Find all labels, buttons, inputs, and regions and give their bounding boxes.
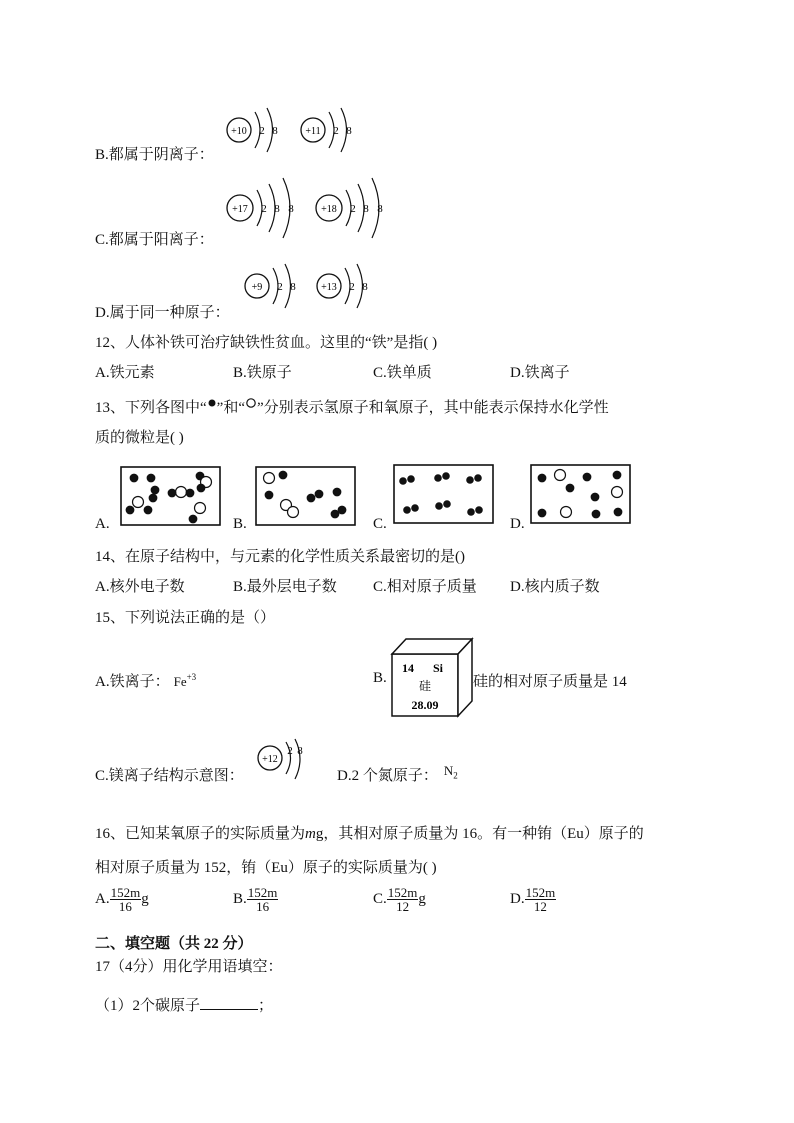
q16-stem-line2: 相对原子质量为 152，铕（Eu）原子的实际质量为( ) — [95, 860, 437, 876]
q15-option-c-label: C.镁离子结构示意图： — [95, 768, 244, 784]
oxygen-atom-icon — [245, 398, 257, 410]
svg-text:8: 8 — [346, 125, 352, 137]
fraction: $\frac{152m}{16}$ — [247, 885, 278, 914]
svg-text:2: 2 — [259, 125, 265, 137]
q11-option-d-diagram — [243, 260, 383, 312]
q13-option-d-label: D. — [510, 516, 525, 532]
svg-text:2: 2 — [349, 281, 355, 293]
q12-stem: 12、人体补铁可治疗缺铁性贫血。这里的“铁”是指( ) — [95, 335, 438, 351]
q17-stem: 17（4分）用化学用语填空： — [95, 959, 283, 975]
svg-text:8: 8 — [290, 281, 296, 293]
hydrogen-atom-icon — [207, 398, 217, 410]
svg-text:8: 8 — [272, 125, 278, 137]
nucleus-charge: +10 — [231, 126, 247, 137]
q13-option-b-molecule-box — [255, 466, 357, 528]
nucleus-charge: +11 — [305, 126, 321, 137]
q14-stem: 14、在原子结构中，与元素的化学性质关系最密切的是() — [95, 549, 465, 565]
q13-option-a-molecule-box — [120, 466, 222, 528]
q12-option-b: B.铁原子 — [233, 365, 292, 381]
magnesium-ion-diagram — [257, 738, 313, 782]
svg-text:2: 2 — [350, 203, 356, 215]
svg-text:8: 8 — [363, 203, 369, 215]
element-name: 硅 — [418, 679, 432, 693]
svg-text:8: 8 — [288, 203, 294, 215]
svg-text:+17: +17 — [232, 204, 248, 215]
svg-text:2: 2 — [277, 281, 283, 293]
q11-option-b-diagram — [225, 104, 365, 156]
atomic-mass: 28.09 — [411, 698, 439, 712]
q16-option-d: D. $\frac{152m}{12}$ — [510, 885, 556, 914]
q12-option-a: A.铁元素 — [95, 365, 155, 381]
q11-option-d-label: D.属于同一种原子： — [95, 305, 230, 321]
q14-option-d: D.核内质子数 — [510, 579, 600, 595]
q15-stem: 15、下列说法正确的是（） — [95, 610, 276, 626]
atom-structure-diagram — [227, 178, 294, 238]
fraction: $\frac{152m}{12}$ — [525, 885, 556, 914]
atom-structure-diagram — [245, 264, 296, 308]
nitrogen-formula: $N_2$ — [443, 763, 458, 781]
q12-option-d: D.铁离子 — [510, 365, 570, 381]
atom-structure-diagram — [227, 108, 278, 152]
q15-option-b-label: B. — [373, 670, 387, 686]
answer-blank[interactable] — [200, 995, 258, 1010]
atom-structure-diagram — [301, 108, 352, 152]
q13-option-b-label: B. — [233, 516, 247, 532]
svg-text:8: 8 — [377, 203, 383, 215]
q13-option-d-molecule-box — [530, 464, 632, 526]
svg-text:8: 8 — [274, 203, 280, 215]
svg-text:+18: +18 — [321, 204, 337, 215]
svg-text:2: 2 — [287, 745, 293, 757]
svg-text:2: 2 — [333, 125, 339, 137]
svg-text:+12: +12 — [262, 754, 278, 765]
q15-option-b-text: 硅的相对原子质量是 14 — [473, 674, 627, 690]
q13-option-c-molecule-box — [393, 464, 495, 526]
q11-option-c-diagram — [225, 176, 395, 240]
q14-option-b: B.最外层电子数 — [233, 579, 337, 595]
fraction: $\frac{152m}{12}$ — [387, 885, 418, 914]
q11-option-c-label: C.都属于阳离子： — [95, 232, 214, 248]
section-title: 二、填空题（共 22 分） — [95, 936, 253, 952]
q13-option-a-label: A. — [95, 516, 110, 532]
q14-option-c: C.相对原子质量 — [373, 579, 477, 595]
q16-option-c: C. $\frac{152m}{12}$ g — [373, 885, 426, 914]
element-symbol: Si — [433, 661, 444, 675]
svg-text:2: 2 — [261, 203, 267, 215]
atom-structure-diagram — [317, 264, 368, 308]
svg-text:8: 8 — [362, 281, 368, 293]
q16-stem-line1: 16、已知某氧原子的实际质量为mg，其相对原子质量为 16。有一种铕（Eu）原子的 — [95, 826, 644, 842]
q17-part1: （1）2个碳原子 ； — [95, 994, 273, 1015]
silicon-element-card — [390, 636, 476, 720]
q15-option-d: D.2 个氮原子： $N_2$ — [337, 763, 458, 784]
svg-text:8: 8 — [297, 745, 303, 757]
svg-text:+9: +9 — [251, 282, 263, 293]
q16-option-a: A. $\frac{152m}{16}$ g — [95, 885, 149, 914]
q13-stem-line1: 13、下列各图中“ ”和“ ”分别表示氢原子和氧原子，其中能表示保持水化学性 — [95, 400, 609, 416]
q13-option-c-label: C. — [373, 516, 387, 532]
q13-stem-line2: 质的微粒是( ) — [95, 430, 184, 446]
atom-structure-diagram — [316, 178, 383, 238]
q14-option-a: A.核外电子数 — [95, 579, 185, 595]
q12-option-c: C.铁单质 — [373, 365, 432, 381]
q11-option-b-label: B.都属于阴离子： — [95, 147, 214, 163]
atomic-number: 14 — [402, 661, 414, 675]
fraction: $\frac{152m}{16}$ — [110, 885, 141, 914]
q16-option-b: B. $\frac{152m}{16}$ — [233, 885, 278, 914]
svg-text:+13: +13 — [321, 282, 337, 293]
q15-option-a: A.铁离子： $Fe^{+3}$ — [95, 672, 197, 690]
iron-ion-formula: Fe — [173, 674, 187, 689]
